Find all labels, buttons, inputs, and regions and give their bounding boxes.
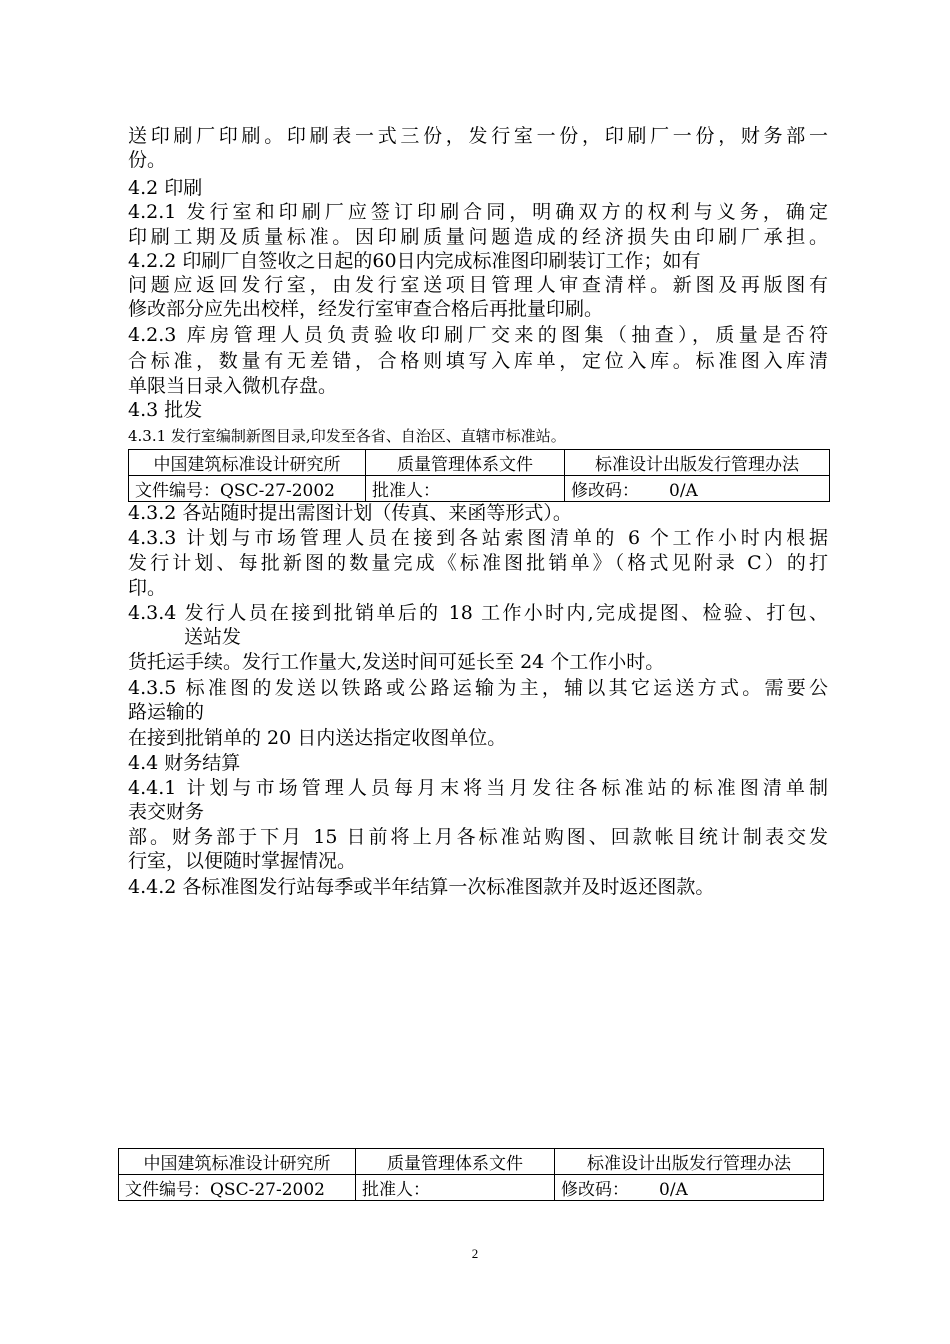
header-table: [128, 449, 830, 502]
paragraph-line: 4.3.1 发行室编制新图目录,印发至各省、自治区、直辖市标准站。: [128, 427, 566, 445]
section-heading-4-3: 4.3 批发: [128, 399, 203, 421]
paragraph-line: 4.4.2 各标准图发行站每季或半年结算一次标准图款并及时返还图款。: [128, 876, 715, 898]
paragraph-line: 发行计划、每批新图的数量完成《标准图批销单》（格式见附录 C）的打: [128, 552, 828, 574]
section-heading-4-4: 4.4 财务结算: [128, 752, 241, 774]
revision-label: 修改码：: [571, 481, 639, 501]
paragraph-line: 份。: [128, 149, 167, 171]
org-name: 中国建筑标准设计研究所: [119, 1149, 356, 1175]
paragraph-line: 4.3.2 各站随时提出需图计划（传真、来函等形式）。: [128, 502, 572, 524]
paragraph-line: 4.3.3 计划与市场管理人员在接到各站索图清单的 6 个工作小时内根据: [128, 527, 828, 549]
paragraph-line: 在接到批销单的 20 日内送达指定收图单位。: [128, 727, 507, 749]
paragraph-line: 4.4.1 计划与市场管理人员每月末将当月发往各标准站的标准图清单制: [128, 777, 828, 799]
revision-label: 修改码：: [561, 1180, 629, 1200]
footer-table: [118, 1148, 824, 1201]
approver-label: 批准人：: [356, 1175, 555, 1201]
paragraph-line: 印。: [128, 577, 167, 599]
paragraph-line: 4.2.2 印刷厂自签收之日起的60日内完成标准图印刷装订工作；如有: [128, 250, 701, 272]
document-type: 质量管理体系文件: [366, 450, 565, 476]
document-title: 标准设计出版发行管理办法: [555, 1149, 824, 1175]
paragraph-line: 4.3.5 标准图的发送以铁路或公路运输为主，辅以其它运送方式。需要公: [128, 677, 828, 699]
paragraph-line: 行室，以便随时掌握情况。: [128, 850, 357, 872]
page-number: 2: [471, 1246, 479, 1261]
paragraph-line: 路运输的: [128, 701, 205, 723]
paragraph-line: 货托运手续。发行工作量大,发送时间可延长至 24 个工作小时。: [128, 651, 665, 673]
file-number: 文件编号：QSC-27-2002: [129, 476, 366, 502]
paragraph-line: 4.2.3 库房管理人员负责验收印刷厂交来的图集（抽查），质量是否符: [128, 324, 828, 346]
paragraph-line: 送印刷厂印刷。印刷表一式三份，发行室一份，印刷厂一份，财务部一: [128, 125, 828, 147]
paragraph-line: 修改部分应先出校样，经发行室审查合格后再批量印刷。: [128, 298, 604, 320]
document-type: 质量管理体系文件: [356, 1149, 555, 1175]
revision-value: 0/A: [659, 1180, 688, 1200]
org-name: 中国建筑标准设计研究所: [129, 450, 366, 476]
approver-label: 批准人：: [366, 476, 565, 502]
document-title: 标准设计出版发行管理办法: [565, 450, 830, 476]
paragraph-line: 印刷工期及质量标准。因印刷质量问题造成的经济损失由印刷厂承担。: [128, 226, 828, 248]
paragraph-line: 送站发: [184, 626, 242, 648]
file-number: 文件编号：QSC-27-2002: [119, 1175, 356, 1201]
paragraph-line: 4.3.4 发行人员在接到批销单后的 18 工作小时内,完成提图、检验、打包、: [128, 602, 828, 624]
revision-code: [565, 476, 830, 502]
paragraph-line: 表交财务: [128, 801, 205, 823]
paragraph-line: 4.2.1 发行室和印刷厂应签订印刷合同，明确双方的权利与义务，确定: [128, 201, 828, 223]
revision-code: [555, 1175, 824, 1201]
revision-value: 0/A: [669, 481, 698, 501]
paragraph-line: 合标准，数量有无差错，合格则填写入库单，定位入库。标准图入库清: [128, 350, 828, 372]
paragraph-line: 问题应返回发行室，由发行室送项目管理人审查清样。新图及再版图有: [128, 274, 828, 296]
section-heading-4-2: 4.2 印刷: [128, 177, 203, 199]
paragraph-line: 单限当日录入微机存盘。: [128, 375, 338, 397]
paragraph-line: 部。财务部于下月 15 日前将上月各标准站购图、回款帐目统计制表交发: [128, 826, 828, 848]
